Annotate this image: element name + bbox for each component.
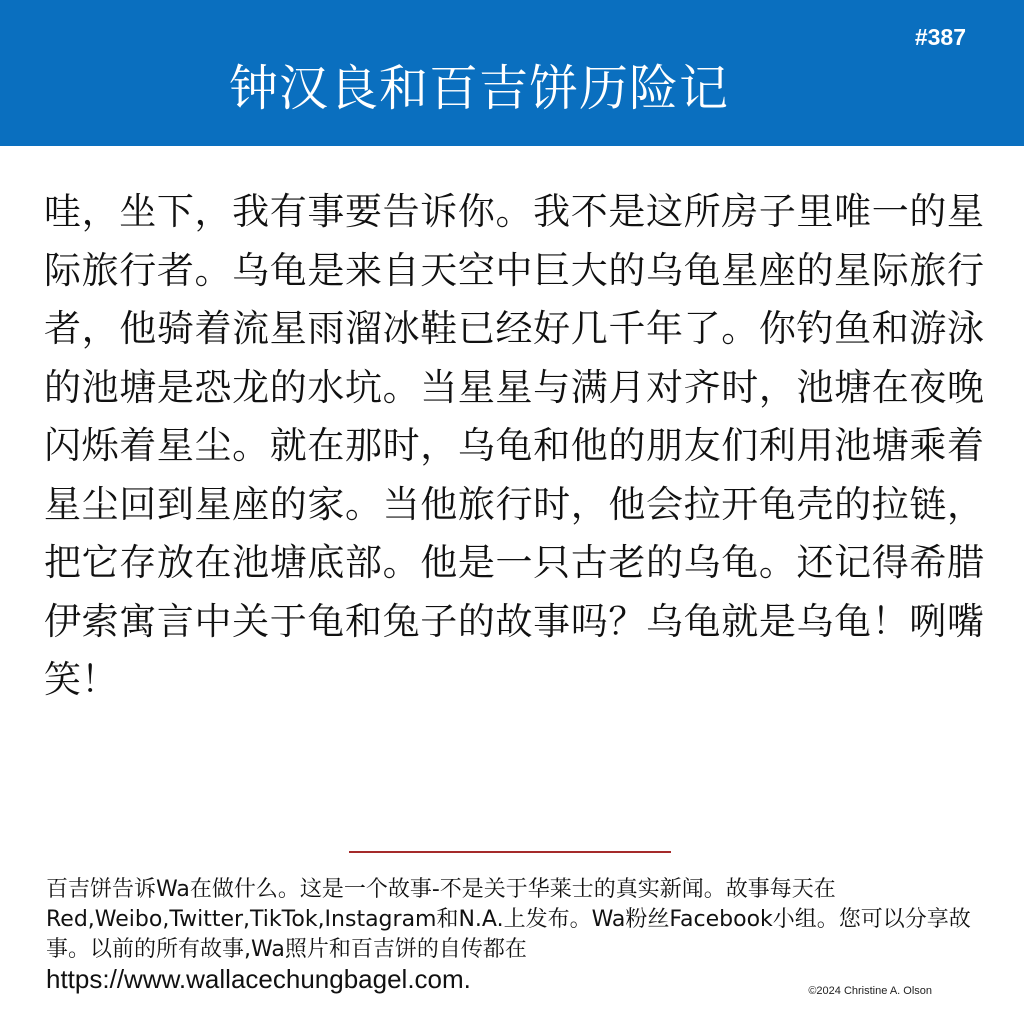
website-link[interactable]: https://www.wallacechungbagel.com.	[46, 964, 471, 994]
footer-note: 百吉饼告诉Wa在做什么。这是一个故事-不是关于华莱士的真实新闻。故事每天在Red,Weibo,Twitter,TikTok,Instagram和N.A.上发布。Wa粉丝Facebook小组。您可以分享故事。以前的所有故事,Wa照片和百吉饼的自传都在	[46, 877, 971, 962]
copyright-notice: ©2024 Christine A. Olson	[808, 985, 932, 997]
issue-number: #387	[914, 24, 966, 50]
section-divider	[349, 851, 671, 853]
story-text: 哇，坐下，我有事要告诉你。我不是这所房子里唯一的星际旅行者。乌龟是来自天空中巨大的乌龟星座的星际旅行者，他骑着流星雨溜冰鞋已经好几千年了。你钓鱼和游泳的池塘是恐龙的水坑。当星星与满月对齐时，池塘在夜晚闪烁着星尘。就在那时，乌龟和他的朋友们利用池塘乘着星尘回到星座的家。当他旅行时，他会拉开龟壳的拉链，把它存放在池塘底部。他是一只古老的乌龟。还记得希腊伊索寓言中关于龟和兔子的故事吗？乌龟就是乌龟！咧嘴笑！	[44, 190, 984, 701]
page-title: 钟汉良和百吉饼历险记	[228, 60, 729, 117]
header-banner	[0, 0, 1024, 146]
